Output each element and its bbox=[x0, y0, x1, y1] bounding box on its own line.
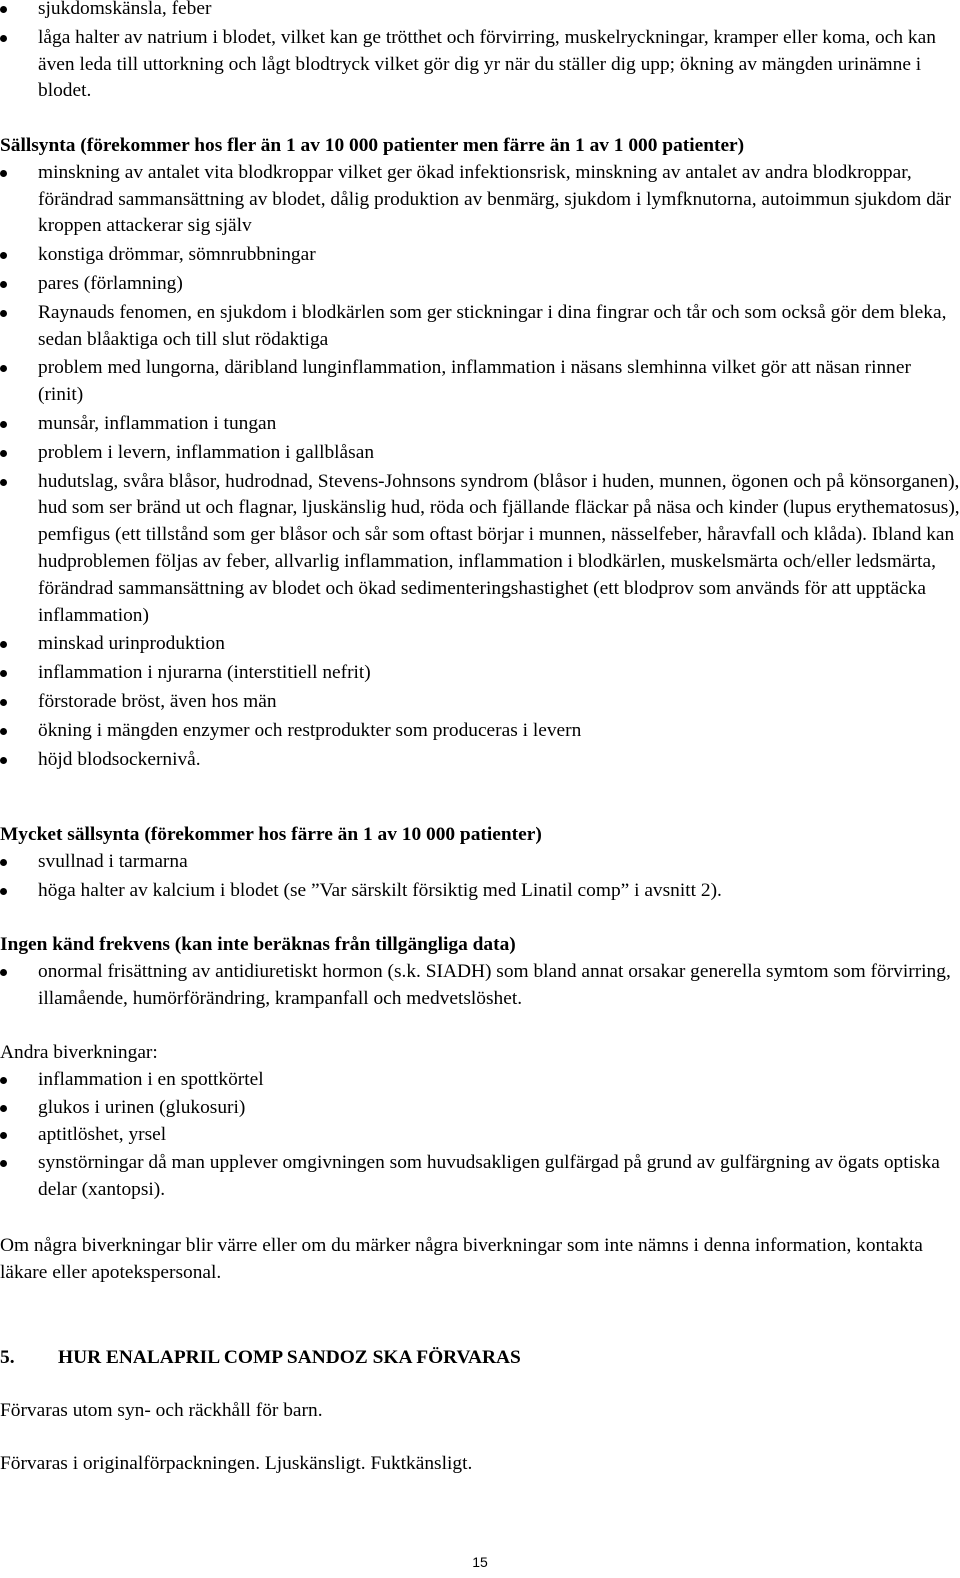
report-paragraph: Om några biverkningar blir värre eller om du märker några biverkningar som inte nämns i denna information, kontakta läkare eller apotekspersonal. bbox=[0, 1235, 923, 1283]
rare-list bbox=[0, 160, 960, 774]
list-item: synstörningar då man upplever omgivningen som huvudsakligen gulfärgad på grund av gulfärgning av ögats optiska delar (xantopsi). bbox=[0, 1150, 960, 1204]
list-item: hudutslag, svåra blåsor, hudrodnad, Stevens-Johnsons syndrom (blåsor i huden, munnen, ögonen och på könsorganen), hud som ser bränd ut och flagnar, ljuskänslig hud, röda och fjällande fläckar på näsa och kinder (lupus erythematosus), pemfigus (ett tillstånd som ger blåsor och sår som oftast börjar i munnen, nässelfeber, håravfall och klåda). Ibland kan hudproblemen följas av feber, allvarlig inflammation, inflammation i blodkärlen, muskelsmärta och/eller ledsmärta, förändrad sammansättning av blodet och ökad sedimenteringshastighet (ett blodprov som används för att upptäcka inflammation) bbox=[0, 469, 960, 630]
list-item: munsår, inflammation i tungan bbox=[0, 411, 960, 438]
storage-line-2-wrap bbox=[0, 1451, 960, 1478]
list-item: låga halter av natrium i blodet, vilket kan ge trötthet och förvirring, muskelryckningar, kramper eller koma, och kan även leda till uttorkning och lågt blodtryck vilket gör dig yr när du ställer dig upp; ökning av mängden urinämne i blodet. bbox=[0, 25, 960, 105]
other-section bbox=[0, 1040, 960, 1204]
very-rare-section bbox=[0, 822, 960, 904]
list-item: höjd blodsockernivå. bbox=[0, 747, 960, 774]
report-section bbox=[0, 1233, 960, 1287]
storage-line-1-wrap bbox=[0, 1398, 960, 1425]
list-item: onormal frisättning av antidiuretiskt hormon (s.k. SIADH) som bland annat orsakar generella symtom som förvirring, illamående, humörförändring, krampanfall och medvetslöshet. bbox=[0, 959, 960, 1013]
list-item: svullnad i tarmarna bbox=[0, 849, 960, 876]
very-rare-list bbox=[0, 849, 960, 905]
page-number: 15 bbox=[472, 1554, 488, 1570]
list-item: konstiga drömmar, sömnrubbningar bbox=[0, 242, 960, 269]
continuation-list bbox=[0, 0, 960, 105]
list-item: höga halter av kalcium i blodet (se ”Var särskilt försiktig med Linatil comp” i avsnitt 2). bbox=[0, 878, 960, 905]
list-item: förstorade bröst, även hos män bbox=[0, 689, 960, 716]
list-item: sjukdomskänsla, feber bbox=[0, 0, 960, 23]
unknown-frequency-section bbox=[0, 932, 960, 1012]
list-item: minskning av antalet vita blodkroppar vilket ger ökad infektionsrisk, minskning av antalet av andra blodkroppar, förändrad sammansättning av blodet, dålig produktion av benmärg, sjukdom i lymfknutorna, autoimmun sjukdom där kroppen attackerar sig själv bbox=[0, 160, 960, 240]
rare-section bbox=[0, 133, 960, 773]
list-item: ökning i mängden enzymer och restprodukter som produceras i levern bbox=[0, 718, 960, 745]
list-item: inflammation i njurarna (interstitiell nefrit) bbox=[0, 660, 960, 687]
very-rare-heading: Mycket sällsynta (förekommer hos färre än 1 av 10 000 patienter) bbox=[0, 824, 542, 845]
list-item: aptitlöshet, yrsel bbox=[0, 1122, 960, 1149]
list-item: pares (förlamning) bbox=[0, 271, 960, 298]
list-item: Raynauds fenomen, en sjukdom i blodkärlen som ger stickningar i dina fingrar och tår och som också gör dem bleka, sedan blåaktiga och till slut rödaktiga bbox=[0, 300, 960, 354]
list-item: problem i levern, inflammation i gallblåsan bbox=[0, 440, 960, 467]
other-list bbox=[0, 1067, 960, 1204]
other-heading: Andra biverkningar: bbox=[0, 1042, 158, 1063]
storage-section bbox=[0, 1345, 960, 1372]
section-number: 5. bbox=[0, 1347, 15, 1368]
list-item: inflammation i en spottkörtel bbox=[0, 1067, 960, 1094]
unknown-frequency-heading: Ingen känd frekvens (kan inte beräknas från tillgängliga data) bbox=[0, 934, 516, 955]
list-item: glukos i urinen (glukosuri) bbox=[0, 1095, 960, 1122]
list-item: problem med lungorna, däribland lunginflammation, inflammation i näsans slemhinna vilket gör att näsan rinner (rinit) bbox=[0, 355, 960, 409]
list-item: minskad urinproduktion bbox=[0, 631, 960, 658]
section-heading bbox=[0, 1345, 960, 1372]
continuation-section bbox=[0, 0, 960, 107]
section-title: HUR ENALAPRIL COMP SANDOZ SKA FÖRVARAS bbox=[58, 1347, 521, 1368]
rare-heading: Sällsynta (förekommer hos fler än 1 av 10 000 patienter men färre än 1 av 1 000 patienter) bbox=[0, 135, 745, 156]
storage-line-2: Förvaras i originalförpackningen. Ljuskänsligt. Fuktkänsligt. bbox=[0, 1453, 473, 1474]
unknown-frequency-list bbox=[0, 959, 960, 1013]
storage-line-1: Förvaras utom syn- och räckhåll för barn. bbox=[0, 1400, 323, 1421]
